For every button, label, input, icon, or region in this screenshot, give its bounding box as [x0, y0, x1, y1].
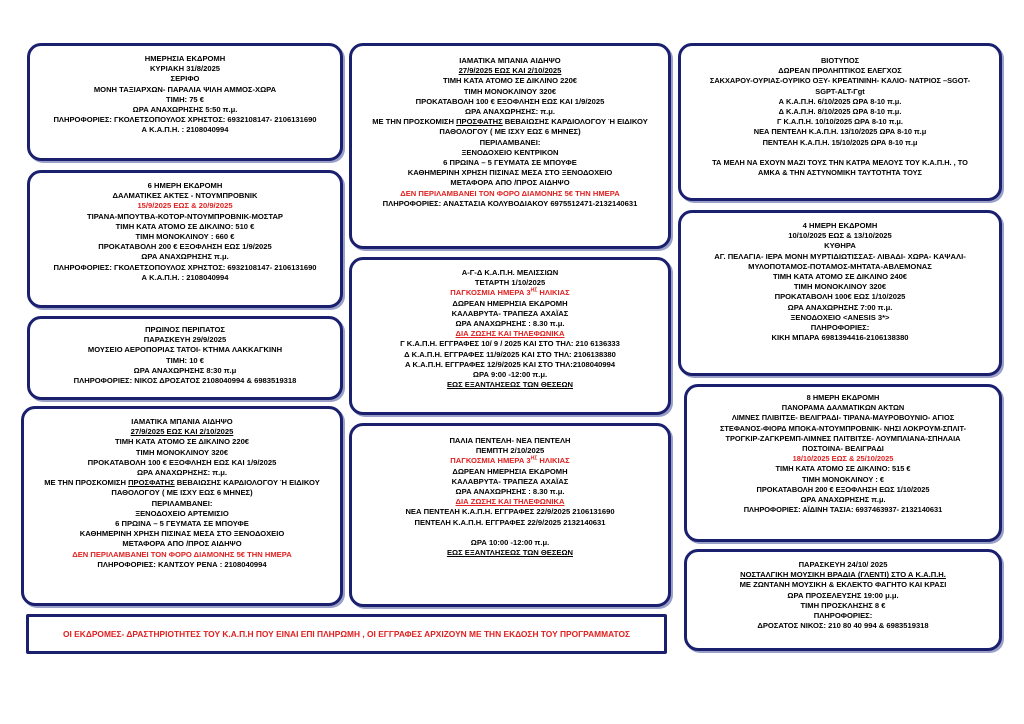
trip-destination: ΚΥΘΗΡΑ: [824, 241, 856, 251]
event-info-label: ΠΛΗΡΟΦΟΡΙΕΣ:: [813, 611, 873, 621]
trip-cert-validity: ΠΑΘΟΛΟΓΟΥ ( ΜΕ ΙΣΧΥ ΕΩΣ 6 ΜΗΝΕΣ): [111, 488, 253, 498]
trip-departure: ΩΡΑ ΑΝΑΧΩΡΗΣΗΣ π.μ.: [141, 252, 229, 262]
trip-price-double: ΤΙΜΗ ΚΑΤΑ ΑΤΟΜΟ ΣΕ ΔΙΚΛΙΝΟ 240€: [772, 272, 908, 282]
trip-departure: ΩΡΑ ΑΝΑΧΩΡΗΣΗΣ 7:00 π.μ.: [787, 302, 893, 312]
members-note-cont: ΑΜΚΑ & ΤΗΝ ΑΣΤΥΝΟΜΙΚΗ ΤΑΥΤΟΤΗΤΑ ΤΟΥΣ: [757, 168, 922, 178]
trip-type: ΔΩΡΕΑΝ ΗΜΕΡΗΣΙΑ ΕΚΔΡΟΜΗ: [452, 298, 568, 308]
card-aidipsos-middle: [349, 43, 671, 249]
trip-cert-line: [28, 478, 336, 488]
trip-itinerary: ΜΟΝΗ ΤΑΞΙΑΡΧΩΝ- ΠΑΡΑΛΙΑ ΨΙΛΗ ΑΜΜΟΣ-ΧΩΡΑ: [93, 84, 277, 94]
members-note: ΤΑ ΜΕΛΗ ΝΑ ΕΧΟΥΝ ΜΑΖΙ ΤΟΥΣ ΤΗΝ ΚΑΤΡΑ ΜΕΛΟΥΣ ΤΟΥ Κ.Α.Π.Η. , ΤΟ: [712, 157, 968, 167]
trip-destination: ΜΟΥΣΕΙΟ ΑΕΡΟΠΟΡΙΑΣ ΤΑΤΟΙ- ΚΤΗΜΑ ΛΑΚΚΑΓΚΙΝΗ: [87, 345, 283, 355]
trip-price: ΤΙΜΗ: 10 €: [166, 355, 204, 365]
seats-limit: ΕΩΣ ΕΞΑΝΤΛΗΣΕΩΣ ΤΩΝ ΘΕΣΕΩΝ: [446, 548, 574, 558]
trip-itinerary-2: ΣΤΕΦΑΝΟΣ-ΦΙΟΡΔ ΜΠΟΚΑ-ΝΤΟΥΜΠΡΟΒΝΙΚ- ΝΗΣΙ ΛΟΚΡΟΥΜ-ΣΠΛΙΤ-: [719, 423, 967, 433]
cert-post: ΒΕΒΑΙΩΣΗΣ ΚΑΡΔΙΟΛΟΓΟΥ Ή ΕΙΔΙΚΟΥ: [502, 117, 648, 127]
card-biotypos-checkup: [678, 43, 1002, 201]
trip-date: ΠΕΜΠΤΗ 2/10/2025: [475, 446, 545, 456]
trip-type: 4 ΗΜΕΡΗ ΕΚΔΡΟΜΗ: [802, 221, 878, 230]
world-day-label: [356, 456, 664, 466]
trip-price: ΤΙΜΗ: 75 €: [166, 94, 204, 104]
trip-title: ΙΑΜΑΤΙΚΑ ΜΠΑΝΙΑ ΑΙΔΗΨΟ: [459, 56, 561, 65]
world-day-post: ΗΛΙΚΙΑΣ: [537, 456, 570, 466]
org-title: ΠΑΛΙΑ ΠΕΝΤΕΛΗ- ΝΕΑ ΠΕΝΤΕΛΗ: [449, 436, 571, 445]
trip-info: ΠΛΗΡΟΦΟΡΙΕΣ: ΓΚΟΛΕΤΣΟΠΟΥΛΟΣ ΧΡΗΣΤΟΣ: 6932108147- 2106131690: [53, 262, 317, 272]
card-kythira-trip: [678, 210, 1002, 376]
trip-tax-note: ΔΕΝ ΠΕΡΙΛΑΜΒΑΝΕΙ ΤΟΝ ΦΟΡΟ ΔΙΑΜΟΝΗΣ 5€ ΤΗΝ ΗΜΕΡΑ: [72, 549, 292, 559]
card-dalmatia-8day: [684, 384, 1002, 542]
trip-type: ΠΡΩΙΝΟΣ ΠΕΡΙΠΑΤΟΣ: [145, 325, 225, 334]
trip-itinerary: ΛΙΜΝΕΣ ΠΛΙΒΙΤΣΕ- ΒΕΛΙΓΡΑΔΙ- ΤΙΡΑΝΑ-ΜΑΥΡΟΒΟΥΝΙΟ- ΑΓΙΟΣ: [731, 413, 955, 423]
cert-post: ΒΕΒΑΙΩΣΗΣ ΚΑΡΔΙΟΛΟΓΟΥ Ή ΕΙΔΙΚΟΥ: [174, 478, 320, 488]
registration-hours: ΩΡΑ 9:00 -12:00 π.μ.: [472, 370, 548, 380]
trip-deposit: ΠΡΟΚΑΤΑΒΟΛΗ 200 € ΕΞΟΦΛΗΣΗ ΕΩΣ 1/9/2025: [98, 242, 272, 252]
world-day-pre: ΠΑΓΚΟΣΜΙΑ ΗΜΕΡΑ 3: [450, 288, 531, 298]
trip-dates: 15/9/2025 ΕΩΣ & 20/9/2025: [137, 201, 233, 211]
trip-cert-validity: ΠΑΘΟΛΟΓΟΥ ( ΜΕ ΙΣΧΥ ΕΩΣ 6 ΜΗΝΕΣ): [439, 127, 581, 137]
trip-price-single: ΤΙΜΗ ΜΟΝΟΚΛΙΝΟΥ 320€: [793, 282, 887, 292]
card-aidipsos-left: [21, 406, 343, 606]
card-tatoi-walk: [27, 316, 343, 400]
program-title: ΒΙΟΤΥΠΟΣ: [820, 56, 860, 65]
trip-dates: 27/9/2025 ΕΩΣ ΚΑΙ 2/10/2025: [130, 427, 234, 437]
tests-list: ΣΑΚΧΑΡΟΥ-ΟΥΡΙΑΣ-ΟΥΡΙΚΟ ΟΞΥ- ΚΡΕΑΤΙΝΙΝΗ- ΚΑΛΙΟ- ΝΑΤΡΙΟΣ –SGOT-: [709, 76, 971, 86]
trip-dates: 10/10/2025 ΕΩΣ & 13/10/2025: [788, 231, 892, 241]
trip-price-single: ΤΙΜΗ ΜΟΝΟΚΛΙΝΟΥ 320€: [135, 447, 229, 457]
card-music-night: [684, 549, 1002, 651]
trip-itinerary-3: ΤΡΟΓΚΙΡ-ΖΑΓΚΡΕΜΠ-ΛΙΜΝΕΣ ΠΛΙΤΒΙΤΣΕ- ΛΟΥΜΠΛΙΑΝΑ-ΣΠΗΛΑΙΑ: [725, 433, 961, 443]
org-title: Α-Γ-Δ Κ.Α.Π.Η. ΜΕΛΙΣΣΙΩΝ: [461, 268, 559, 277]
trip-transfer: ΜΕΤΑΦΟΡΑ ΑΠΟ /ΠΡΟΣ ΑΙΔΗΨΟ: [450, 178, 570, 188]
trip-info: ΠΛΗΡΟΦΟΡΙΕΣ: ΑΝΑΣΤΑΣΙΑ ΚΟΛΥΒΟΔΙΑΚΟΥ 6975512471-2132140631: [382, 198, 638, 208]
trip-type: ΔΩΡΕΑΝ ΗΜΕΡΗΣΙΑ ΕΚΔΡΟΜΗ: [452, 466, 568, 476]
trip-includes: ΠΕΡΙΛΑΜΒΑΝΕΙ:: [479, 137, 541, 147]
footer-notice-text: ΟΙ ΕΚΔΡΟΜΕΣ- ΔΡΑΣΤΗΡΙΟΤΗΤΕΣ ΤΟΥ Κ.Α.Π.Η ΠΟΥ ΕΙΝΑΙ ΕΠΙ ΠΛΗΡΩΜΗ , ΟΙ ΕΓΓΡΑΦΕΣ ΑΡΧΙΖΟΥΝ ΜΕ ΤΗΝ ΕΚΔΟΣΗ ΤΟΥ ΠΡΟΓΡΑΜΜΑΤΟΣ: [63, 629, 630, 639]
trip-info: ΚΙΚΗ ΜΠΑΡΑ 6981394416-2106138380: [771, 333, 909, 343]
trip-price-double: ΤΙΜΗ ΚΑΤΑ ΑΤΟΜΟ ΣΕ ΔΙΚΛΙΝΟ: 515 €: [775, 464, 911, 474]
trip-info: ΠΛΗΡΟΦΟΡΙΕΣ: ΑΪΔΙΝΗ ΤΑΣΙΑ: 6937463937- 2132140631: [743, 505, 943, 515]
registration-note: ΔΙΑ ΖΩΣΗΣ ΚΑΙ ΤΗΛΕΦΩΝΙΚΑ: [455, 329, 565, 339]
trip-deposit: ΠΡΟΚΑΤΑΒΟΛΗ 200 € ΕΞΟΦΛΗΣΗ ΕΩΣ 1/10/2025: [756, 484, 930, 494]
trip-pool: ΚΑΘΗΜΕΡΙΝΗ ΧΡΗΣΗ ΠΙΣΙΝΑΣ ΜΕΣΑ ΣΤΟ ΞΕΝΟΔΟΧΕΙΟ: [407, 168, 613, 178]
schedule-nea-penteli: ΝΕΑ ΠΕΝΤΕΛΗ Κ.Α.Π.Η. 13/10/2025 ΩΡΑ 8-10 π.μ: [753, 127, 927, 137]
trip-type: 8 ΗΜΕΡΗ ΕΚΔΡΟΜΗ: [806, 393, 880, 402]
trip-departure: ΩΡΑ ΑΝΑΧΩΡΗΣΗΣ : 8.30 π.μ.: [455, 487, 565, 497]
trip-type: ΗΜΕΡΗΣΙΑ ΕΚΔΡΟΜΗ: [144, 54, 226, 63]
trip-deposit: ΠΡΟΚΑΤΑΒΟΛΗ 100€ ΕΩΣ 1/10/2025: [774, 292, 906, 302]
trip-price-double: ΤΙΜΗ ΚΑΤΑ ΑΤΟΜΟ ΣΕ ΔΙΚΛΙΝΟ 220€: [114, 437, 250, 447]
schedule-penteli: ΠΕΝΤΕΛΗ Κ.Α.Π.Η. 15/10/2025 ΩΡΑ 8-10 π.μ: [762, 137, 918, 147]
event-price: ΤΙΜΗ ΠΡΟΣΚΛΗΣΗΣ 8 €: [800, 600, 886, 610]
cert-pre: ΜΕ ΤΗΝ ΠΡΟΣΚΟΜΙΣΗ: [44, 478, 129, 488]
cert-recent: ΠΡΟΣΦΑΤΗΣ: [456, 117, 503, 127]
trip-meals: 6 ΠΡΩΙΝΑ – 5 ΓΕΥΜΑΤΑ ΣΕ ΜΠΟΥΦΕ: [115, 519, 249, 529]
schedule-c: Γ Κ.Α.Π.Η. 10/10/2025 ΩΡΑ 8-10 π.μ.: [777, 117, 903, 127]
program-subtitle: ΔΩΡΕΑΝ ΠΡΟΛΗΠΤΙΚΟΣ ΕΛΕΓΧΟΣ: [778, 66, 902, 76]
trip-price-single: ΤΙΜΗ ΜΟΝΟΚΛΙΝΟΥ : €: [802, 474, 884, 484]
registration-a: Α Κ.Α.Π.Η. ΕΓΓΡΑΦΕΣ 12/9/2025 ΚΑΙ ΣΤΟ ΤΗΛ:2108040994: [404, 359, 616, 369]
registration-hours: ΩΡΑ 10:00 -12:00 π.μ.: [470, 537, 550, 547]
trip-includes: ΠΕΡΙΛΑΜΒΑΝΕΙ:: [151, 498, 213, 508]
trip-info: ΠΛΗΡΟΦΟΡΙΕΣ: ΝΙΚΟΣ ΔΡΟΣΑΤΟΣ 2108040994 & 6983519318: [73, 376, 297, 386]
trip-info-label: ΠΛΗΡΟΦΟΡΙΕΣ:: [810, 323, 870, 333]
trip-departure: ΩΡΑ ΑΝΑΧΩΡΗΣΗΣ: π.μ.: [137, 468, 227, 478]
trip-type: 6 ΗΜΕΡΗ ΕΚΔΡΟΜΗ: [147, 181, 223, 190]
world-day-post: ΗΛΙΚΙΑΣ: [537, 288, 570, 298]
trip-departure: ΩΡΑ ΑΝΑΧΩΡΗΣΗΣ 8:30 π.μ: [133, 365, 237, 375]
trip-itinerary-cont: ΜΥΛΟΠΟΤΑΜΟΣ-ΠΟΤΑΜΟΣ-ΜΗΤΑΤΑ-ΑΒΛΕΜΟΝΑΣ: [748, 261, 932, 271]
trip-pool: ΚΑΘΗΜΕΡΙΝΗ ΧΡΗΣΗ ΠΙΣΙΝΑΣ ΜΕΣΑ ΣΤΟ ΞΕΝΟΔΟΧΕΙΟ: [79, 529, 285, 539]
trip-phone: Α Κ.Α.Π.Η. : 2108040994: [141, 125, 229, 135]
trip-departure: ΩΡΑ ΑΝΑΧΩΡΗΣΗΣ 5:50 π.μ.: [132, 105, 238, 115]
registration-note: ΔΙΑ ΖΩΣΗΣ ΚΑΙ ΤΗΛΕΦΩΝΙΚΑ: [455, 497, 565, 507]
card-kalavryta-penteli: [349, 423, 671, 607]
trip-destination: ΚΑΛΑΒΡΥΤΑ- ΤΡΑΠΕΖΑ ΑΧΑΪΑΣ: [451, 476, 569, 486]
world-day-pre: ΠΑΓΚΟΣΜΙΑ ΗΜΕΡΑ 3: [450, 456, 531, 466]
registration-nea-penteli: ΝΕΑ ΠΕΝΤΕΛΗ Κ.Α.Π.Η. ΕΓΓΡΑΦΕΣ 22/9/2025 2106131690: [405, 507, 615, 517]
trip-hotel: ΞΕΝΟΔΟΧΕΙΟ ΑΡΤΕΜΙΣΙΟ: [135, 508, 229, 518]
trip-title: ΔΑΛΜΑΤΙΚΕΣ ΑΚΤΕΣ - ΝΤΟΥΜΠΡΟΒΝΙΚ: [112, 191, 258, 201]
trip-departure: ΩΡΑ ΑΝΑΧΩΡΗΣΗΣ : 8.30 π.μ.: [455, 319, 565, 329]
trip-date: ΠΑΡΑΣΚΕΥΗ 29/9/2025: [143, 335, 227, 345]
event-description: ΜΕ ΖΩΝΤΑΝΗ ΜΟΥΣΙΚΗ & ΕΚΛΕΚΤΟ ΦΑΓΗΤΟ ΚΑΙ ΚΡΑΣΙ: [739, 580, 947, 590]
cert-recent: ΠΡΟΣΦΑΤΗΣ: [128, 478, 175, 488]
trip-title: ΠΑΝΟΡΑΜΑ ΔΑΛΜΑΤΙΚΩΝ ΑΚΤΩΝ: [781, 403, 905, 413]
trip-itinerary-4: ΠΟΣΤΟΙΝΑ- ΒΕΛΙΓΡΑΔΙ: [802, 444, 884, 454]
trip-hotel: ΞΕΝΟΔΟΧΕΙΟ <ANESIS 3*>: [790, 312, 890, 322]
card-dubrovnik-trip: [27, 170, 343, 308]
trip-price-single: ΤΙΜΗ ΜΟΝΟΚΛΙΝΟΥ 320€: [463, 86, 557, 96]
trip-destination: ΚΑΛΑΒΡΥΤΑ- ΤΡΑΠΕΖΑ ΑΧΑΪΑΣ: [451, 308, 569, 318]
registration-d: Δ Κ.Α.Π.Η. ΕΓΓΡΑΦΕΣ 11/9/2025 ΚΑΙ ΣΤΟ ΤΗΛ: 2106138380: [404, 349, 616, 359]
trip-transfer: ΜΕΤΑΦΟΡΑ ΑΠΟ /ΠΡΟΣ ΑΙΔΗΨΟ: [122, 539, 242, 549]
event-info: ΔΡΟΣΑΤΟΣ ΝΙΚΟΣ: 210 80 40 994 & 6983519318: [757, 621, 929, 631]
trip-info: ΠΛΗΡΟΦΟΡΙΕΣ: ΓΚΟΛΕΤΣΟΠΟΥΛΟΣ ΧΡΗΣΤΟΣ: 6932108147- 2106131690: [53, 115, 317, 125]
trip-date: ΤΕΤΑΡΤΗ 1/10/2025: [474, 278, 546, 288]
trip-itinerary: ΤΙΡΑΝΑ-ΜΠΟΥΤΒΑ-ΚΟΤΟΡ-ΝΤΟΥΜΠΡΟΒΝΙΚ-ΜΟΣΤΑΡ: [86, 211, 283, 221]
registration-penteli: ΠΕΝΤΕΛΗ Κ.Α.Π.Η. ΕΓΓΡΑΦΕΣ 22/9/2025 2132140631: [414, 517, 606, 527]
world-day-sup: ΗΣ: [530, 287, 538, 294]
registration-c: Γ Κ.Α.Π.Η. ΕΓΓΡΑΦΕΣ 10/ 9 / 2025 ΚΑΙ ΣΤΟ ΤΗΛ: 210 6136333: [400, 339, 620, 349]
trip-cert-line: [356, 117, 664, 127]
card-serifos-trip: [27, 43, 343, 161]
trip-phone: Α Κ.Α.Π.Η. : 2108040994: [141, 272, 229, 282]
trip-price-single: ΤΙΜΗ ΜΟΝΟΚΛΙΝΟΥ : 660 €: [135, 232, 235, 242]
trip-dates: 18/10/2025 ΕΩΣ & 25/10/2025: [792, 454, 894, 464]
trip-deposit: ΠΡΟΚΑΤΑΒΟΛΗ 100 € ΕΞΟΦΛΗΣΗ ΕΩΣ ΚΑΙ 1/9/2025: [415, 96, 605, 106]
card-kalavryta-melissia: [349, 257, 671, 415]
event-title: ΝΟΣΤΑΛΓΙΚΗ ΜΟΥΣΙΚΗ ΒΡΑΔΙΑ (ΓΛΕΝΤΙ) ΣΤΟ Α Κ.Α.Π.Η.: [740, 570, 946, 580]
schedule-a: Α Κ.Α.Π.Η. 6/10/2025 ΩΡΑ 8-10 π.μ.: [778, 96, 902, 106]
trip-destination: ΣΕΡΙΦΟ: [170, 74, 200, 84]
trip-hotel: ΞΕΝΟΔΟΧΕΙΟ ΚΕΝΤΡΙΚΟΝ: [461, 147, 559, 157]
world-day-label: [356, 288, 664, 298]
trip-price-double: ΤΙΜΗ ΚΑΤΑ ΑΤΟΜΟ ΣΕ ΔΙΚΛΙΝΟ: 510 €: [115, 221, 255, 231]
trip-departure: ΩΡΑ ΑΝΑΧΩΡΗΣΗΣ: π.μ.: [465, 107, 555, 117]
trip-meals: 6 ΠΡΩΙΝΑ – 5 ΓΕΥΜΑΤΑ ΣΕ ΜΠΟΥΦΕ: [443, 158, 577, 168]
trip-price-double: ΤΙΜΗ ΚΑΤΑ ΑΤΟΜΟ ΣΕ ΔΙΚΛΙΝΟ 220€: [442, 76, 578, 86]
seats-limit: ΕΩΣ ΕΞΑΝΤΛΗΣΕΩΣ ΤΩΝ ΘΕΣΕΩΝ: [446, 380, 574, 390]
footer-notice: [26, 614, 667, 654]
trip-date: ΚΥΡΙΑΚΗ 31/8/2025: [149, 64, 221, 74]
cert-pre: ΜΕ ΤΗΝ ΠΡΟΣΚΟΜΙΣΗ: [372, 117, 457, 127]
trip-itinerary: ΑΓ. ΠΕΛΑΓΙΑ- ΙΕΡΑ ΜΟΝΗ ΜΥΡΤΙΔΙΩΤΙΣΣΑΣ- ΛΙΒΑΔΙ- ΧΩΡΑ- ΚΑΨΑΛΙ-: [714, 251, 966, 261]
tests-list-cont: SGPT-ALT-Γgt: [815, 86, 865, 96]
event-date: ΠΑΡΑΣΚΕΥΗ 24/10/ 2025: [798, 560, 888, 569]
trip-info: ΠΛΗΡΟΦΟΡΙΕΣ: ΚΑΝΤΣΟΥ ΡΕΝΑ : 2108040994: [97, 559, 267, 569]
schedule-d: Δ Κ.Α.Π.Η. 8/10/2025 ΩΡΑ 8-10 π.μ.: [778, 107, 902, 117]
event-arrival: ΩΡΑ ΠΡΟΣΕΛΕΥΣΗΣ 19:00 μ.μ.: [787, 590, 899, 600]
trip-deposit: ΠΡΟΚΑΤΑΒΟΛΗ 100 € ΕΞΟΦΛΗΣΗ ΕΩΣ ΚΑΙ 1/9/2025: [87, 457, 277, 467]
world-day-sup: ΗΣ: [530, 455, 538, 462]
trip-departure: ΩΡΑ ΑΝΑΧΩΡΗΣΗΣ π.μ.: [800, 495, 886, 505]
trip-dates: 27/9/2025 ΕΩΣ ΚΑΙ 2/10/2025: [458, 66, 562, 76]
trip-title: ΙΑΜΑΤΙΚΑ ΜΠΑΝΙΑ ΑΙΔΗΨΟ: [131, 417, 233, 426]
trip-tax-note: ΔΕΝ ΠΕΡΙΛΑΜΒΑΝΕΙ ΤΟΝ ΦΟΡΟ ΔΙΑΜΟΝΗΣ 5€ ΤΗΝ ΗΜΕΡΑ: [400, 188, 620, 198]
